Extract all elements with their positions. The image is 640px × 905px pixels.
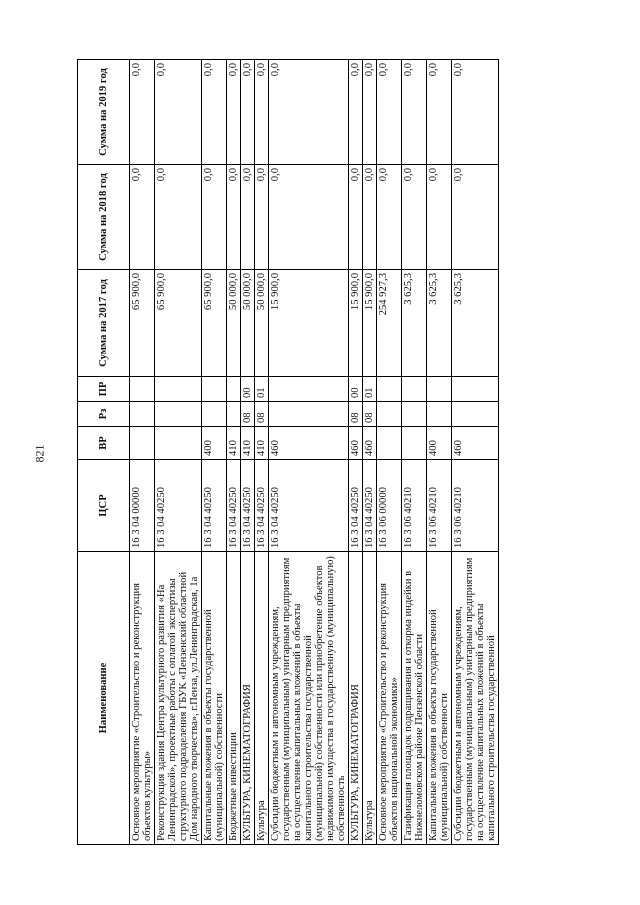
- table-row: [227, 60, 241, 845]
- cell-pr: [402, 377, 427, 402]
- cell-sum-2019: 0,0: [130, 60, 155, 165]
- cell-sum-2018: 0,0: [227, 165, 241, 270]
- cell-vr: [377, 427, 402, 460]
- cell-pr: 00: [349, 377, 363, 402]
- cell-csr: 16 3 04 40250: [227, 460, 241, 552]
- cell-sum-2017: 50 000,0: [241, 270, 255, 377]
- cell-pr: [155, 377, 202, 402]
- cell-sum-2017: 15 900,0: [349, 270, 363, 377]
- table-row: [377, 60, 402, 845]
- header-sum-2018: Сумма на 2018 год: [78, 165, 130, 270]
- cell-rz: [269, 402, 349, 427]
- cell-pr: [202, 377, 227, 402]
- cell-name: Субсидии бюджетным и автономным учреждениям, государственным (муниципальным) унитарным предприятиям на осуществление капитальных вложений в объекты капитального строительства государственной (муниципальной) собственности или приобретение объектов недвижимого имущества в государственную (муниципальную) собственность: [269, 552, 349, 845]
- cell-name: Реконструкция здания Центра культурного развития «На Ленинградской», проектные работы с оплатой экспертизы структурного подразделения ГБУК «Пензенский областной Дом народного творчества», г.Пенза, ул.Ленинградская, 1а: [155, 552, 202, 845]
- cell-sum-2019: 0,0: [377, 60, 402, 165]
- header-vr: ВР: [78, 427, 130, 460]
- cell-sum-2019: 0,0: [349, 60, 363, 165]
- cell-name: Капитальные вложения в объекты государственной (муниципальной) собственности: [427, 552, 452, 845]
- cell-name: Капитальные вложения в объекты государственной (муниципальной) собственности: [202, 552, 227, 845]
- cell-sum-2018: 0,0: [349, 165, 363, 270]
- table-row: [349, 60, 363, 845]
- cell-name: Культура: [363, 552, 377, 845]
- cell-name: КУЛЬТУРА, КИНЕМАТОГРАФИЯ: [349, 552, 363, 845]
- cell-name: Газификация площадок подращивания и откорма индейки в Нижнеломовском районе Пензенской области: [402, 552, 427, 845]
- cell-sum-2017: 50 000,0: [255, 270, 269, 377]
- header-pr: ПР: [78, 377, 130, 402]
- cell-vr: 460: [452, 427, 499, 460]
- table-row: [452, 60, 499, 845]
- cell-csr: 16 3 04 40250: [349, 460, 363, 552]
- cell-csr: 16 3 06 40210: [452, 460, 499, 552]
- rotated-table-container: [77, 60, 552, 845]
- cell-name: Субсидии бюджетным и автономным учреждениям, государственным (муниципальным) унитарным предприятиям на осуществление капитальных вложений в объекты капитального строительства государственной: [452, 552, 499, 845]
- cell-rz: [227, 402, 241, 427]
- cell-rz: [402, 402, 427, 427]
- header-rz: Рз: [78, 402, 130, 427]
- cell-name: Бюджетные инвестиции: [227, 552, 241, 845]
- header-csr: ЦСР: [78, 460, 130, 552]
- cell-sum-2019: 0,0: [452, 60, 499, 165]
- cell-sum-2018: 0,0: [377, 165, 402, 270]
- cell-rz: 08: [241, 402, 255, 427]
- table-row: [402, 60, 427, 845]
- header-name: Наименование: [78, 552, 130, 845]
- cell-csr: 16 3 04 40250: [241, 460, 255, 552]
- cell-name: КУЛЬТУРА, КИНЕМАТОГРАФИЯ: [241, 552, 255, 845]
- cell-sum-2018: 0,0: [402, 165, 427, 270]
- cell-sum-2018: 0,0: [202, 165, 227, 270]
- cell-sum-2017: 65 900,0: [130, 270, 155, 377]
- cell-sum-2019: 0,0: [255, 60, 269, 165]
- cell-vr: 400: [427, 427, 452, 460]
- cell-vr: 460: [363, 427, 377, 460]
- cell-vr: 460: [269, 427, 349, 460]
- table-row: [363, 60, 377, 845]
- cell-rz: [377, 402, 402, 427]
- cell-rz: [202, 402, 227, 427]
- cell-vr: 410: [241, 427, 255, 460]
- cell-csr: 16 3 06 40210: [402, 460, 427, 552]
- cell-sum-2019: 0,0: [427, 60, 452, 165]
- cell-sum-2018: 0,0: [427, 165, 452, 270]
- cell-pr: 00: [241, 377, 255, 402]
- cell-name: Основное мероприятие «Строительство и реконструкция объектов национальной экономики»: [377, 552, 402, 845]
- cell-pr: [227, 377, 241, 402]
- cell-sum-2017: 15 900,0: [363, 270, 377, 377]
- cell-sum-2017: 3 625,3: [452, 270, 499, 377]
- cell-csr: 16 3 04 40250: [155, 460, 202, 552]
- cell-pr: [130, 377, 155, 402]
- cell-sum-2019: 0,0: [241, 60, 255, 165]
- cell-csr: 16 3 04 00000: [130, 460, 155, 552]
- cell-sum-2019: 0,0: [269, 60, 349, 165]
- cell-sum-2018: 0,0: [241, 165, 255, 270]
- table-header-row: [78, 60, 130, 845]
- header-sum-2017: Сумма на 2017 год: [78, 270, 130, 377]
- cell-sum-2019: 0,0: [227, 60, 241, 165]
- header-sum-2019: Сумма на 2019 год: [78, 60, 130, 165]
- cell-csr: 16 3 06 40210: [427, 460, 452, 552]
- cell-csr: 16 3 04 40250: [202, 460, 227, 552]
- cell-sum-2017: 65 900,0: [155, 270, 202, 377]
- table-row: [269, 60, 349, 845]
- cell-sum-2018: 0,0: [130, 165, 155, 270]
- cell-sum-2019: 0,0: [202, 60, 227, 165]
- cell-sum-2018: 0,0: [452, 165, 499, 270]
- table-row: [255, 60, 269, 845]
- cell-sum-2017: 50 000,0: [227, 270, 241, 377]
- table-row: [241, 60, 255, 845]
- cell-csr: 16 3 04 40250: [363, 460, 377, 552]
- page-number: 821: [32, 444, 47, 463]
- cell-name: Основное мероприятие «Строительство и реконструкция объектов культуры»: [130, 552, 155, 845]
- cell-vr: 460: [349, 427, 363, 460]
- cell-rz: 08: [255, 402, 269, 427]
- table-body: [130, 60, 499, 845]
- cell-rz: [452, 402, 499, 427]
- cell-pr: 01: [255, 377, 269, 402]
- cell-rz: 08: [363, 402, 377, 427]
- cell-vr: [402, 427, 427, 460]
- table-row: [427, 60, 452, 845]
- cell-pr: 01: [363, 377, 377, 402]
- cell-rz: [155, 402, 202, 427]
- cell-sum-2019: 0,0: [363, 60, 377, 165]
- cell-vr: [130, 427, 155, 460]
- cell-vr: [155, 427, 202, 460]
- cell-csr: 16 3 04 40250: [269, 460, 349, 552]
- cell-sum-2018: 0,0: [255, 165, 269, 270]
- cell-name: Культура: [255, 552, 269, 845]
- cell-sum-2019: 0,0: [402, 60, 427, 165]
- table-row: [130, 60, 155, 845]
- cell-pr: [269, 377, 349, 402]
- cell-rz: [427, 402, 452, 427]
- cell-sum-2018: 0,0: [155, 165, 202, 270]
- cell-pr: [452, 377, 499, 402]
- cell-sum-2017: 65 900,0: [202, 270, 227, 377]
- cell-rz: 08: [349, 402, 363, 427]
- cell-vr: 400: [202, 427, 227, 460]
- cell-sum-2018: 0,0: [269, 165, 349, 270]
- cell-sum-2018: 0,0: [363, 165, 377, 270]
- cell-csr: 16 3 04 40250: [255, 460, 269, 552]
- table-row: [202, 60, 227, 845]
- cell-vr: 410: [227, 427, 241, 460]
- cell-pr: [377, 377, 402, 402]
- cell-sum-2017: 254 927,3: [377, 270, 402, 377]
- cell-sum-2017: 3 625,3: [402, 270, 427, 377]
- budget-table: [77, 59, 499, 845]
- cell-pr: [427, 377, 452, 402]
- cell-rz: [130, 402, 155, 427]
- cell-sum-2017: 15 900,0: [269, 270, 349, 377]
- cell-sum-2017: 3 625,3: [427, 270, 452, 377]
- table-row: [155, 60, 202, 845]
- cell-vr: 410: [255, 427, 269, 460]
- cell-csr: 16 3 06 00000: [377, 460, 402, 552]
- cell-sum-2019: 0,0: [155, 60, 202, 165]
